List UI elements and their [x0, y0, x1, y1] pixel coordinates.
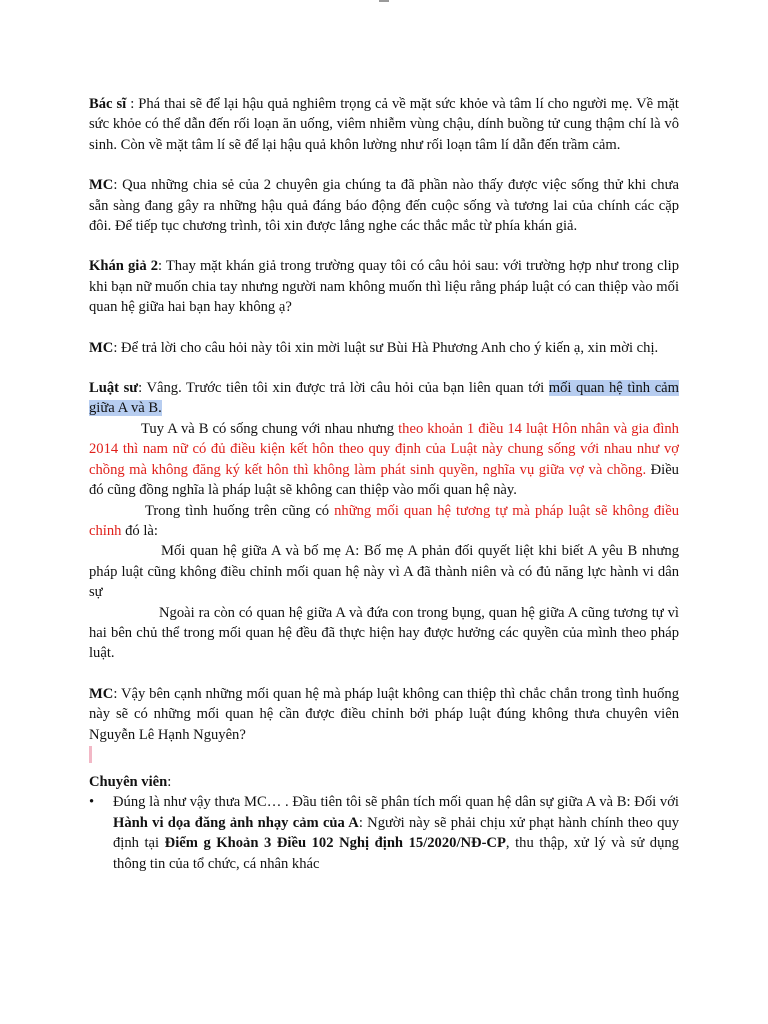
paragraph-text: đó là:	[121, 522, 158, 539]
label-colon: :	[167, 773, 172, 790]
page-top-marker	[379, 0, 389, 2]
paragraph-lawyer	[89, 378, 679, 419]
paragraph-text: Đúng là như vậy thưa MC… . Đầu tiên tôi sẽ phân tích mối quan hệ dân sự giữa A và B: Đối với	[113, 794, 679, 811]
bold-text: Hành vi dọa đăng ảnh nhạy cảm của A	[113, 814, 359, 831]
speaker-label: MC	[89, 685, 114, 702]
paragraph-text: , thu thập, xử lý và sử dụng thông tin của tổ chức, cá nhân khác	[113, 835, 679, 872]
speaker-label: Bác sĩ	[89, 96, 127, 112]
paragraph-mc-1	[89, 175, 679, 236]
speaker-label: Chuyên viên	[89, 773, 168, 790]
speaker-label: MC	[89, 177, 114, 194]
speaker-label: Luật sư	[89, 380, 139, 397]
paragraph-text: : Người này sẽ phải chịu xử phạt hành chính theo quy định tại	[113, 814, 679, 852]
text-cursor-marker	[89, 746, 92, 763]
paragraph-mc-3	[89, 684, 679, 745]
paragraph-text: : Thay mặt khán giả trong trường quay tôi có câu hỏi sau: với trường hợp như trong clip khi bạn nữ muốn chia tay nhưng người nam không muốn thì liệu rằng pháp luật có can thiệp vào mối quan hệ giữa hai bạn hay không ạ?	[89, 258, 679, 316]
paragraph-similar-relations	[89, 501, 679, 542]
bold-text: Điểm g Khoản 3 Điều 102 Nghị định 15/2020/NĐ-CP	[164, 835, 506, 852]
paragraph-text: : Qua những chia sẻ của 2 chuyên gia chúng ta đã phần nào thấy được việc sống thử khi chưa sẵn sàng đang gây ra những hậu quả đáng báo động đến cuộc sống và tương lai của chính các cặp đôi. Để tiếp tục chương trình, tôi xin được lắng nghe các thắc mắc từ phía khán giả.	[89, 177, 679, 235]
paragraph-text: : Vậy bên cạnh những mối quan hệ mà pháp luật không can thiệp thì chắc chắn trong tình huống này sẽ có những mối quan hệ cần được điều chỉnh bởi pháp luật đúng không thưa chuyên viên Nguyễn Lê Hạnh Nguyên?	[89, 685, 679, 743]
speaker-label: Khán giả 2	[89, 258, 158, 275]
paragraph-text: : Để trả lời cho câu hỏi này tôi xin mời luật sư Bùi Hà Phương Anh cho ý kiến ạ, xin mời chị.	[113, 339, 659, 356]
expert-bullet-list	[89, 792, 679, 874]
red-emphasis-text: những mối quan hệ tương tự mà pháp luật sẽ không điều chỉnh	[89, 502, 680, 539]
paragraph-parents-relation	[89, 541, 679, 602]
paragraph-text: Mối quan hệ giữa A và bố mẹ A: Bố mẹ A phản đối quyết liệt khi biết A yêu B nhưng pháp luật cũng không điều chỉnh mối quan hệ này vì A đã thành niên và có đủ năng lực hành vi dân sự	[89, 543, 679, 601]
red-emphasis-text: theo khoản 1 điều 14 luật Hôn nhân và gia đình 2014 thì nam nữ có đủ điều kiện kết hôn theo quy định của Luật này chung sống với nhau như vợ chồng mà không đăng ký kết hôn thì không làm phát sinh quyền, nghĩa vụ giữa vợ và chồng.	[89, 420, 679, 478]
bullet-point-icon: •	[89, 794, 95, 811]
paragraph-text: : Phá thai sẽ để lại hậu quả nghiêm trọng cả về mặt sức khỏe và tâm lí cho người mẹ. Về mặt sức khỏe có thể dẫn đến rối loạn ăn uống, viêm nhiễm vùng chậu, dính buồng tử cung thậm chí là vô sinh. Còn về mặt tâm lí sẽ để lại hậu quả khôn lường như rối loạn tâm lí dẫn đến trầm cảm.	[89, 96, 679, 153]
paragraph-text: Điều đó cũng đồng nghĩa là pháp luật sẽ không can thiệp vào mối quan hệ này.	[89, 461, 679, 499]
paragraph-text: Ngoài ra còn có quan hệ giữa A và đứa con trong bụng, quan hệ giữa A cũng tương tự vì hai bên chủ thể trong mối quan hệ đều đã thực hiện hay được hưởng các quyền của mình theo pháp luật.	[89, 604, 679, 662]
paragraph-child-relation	[89, 603, 679, 664]
paragraph-doctor	[89, 94, 679, 155]
paragraph-text: Trong tình huống trên cũng có	[145, 502, 335, 519]
highlighted-text: mối quan hệ tình cảm giữa A và B.	[89, 380, 680, 417]
document-body	[89, 94, 679, 874]
list-item	[89, 792, 679, 874]
paragraph-mc-2	[89, 338, 679, 358]
paragraph-text: Tuy A và B có sống chung với nhau nhưng	[141, 420, 399, 437]
speaker-label: MC	[89, 339, 114, 356]
paragraph-audience-2	[89, 256, 679, 317]
paragraph-expert	[89, 772, 679, 792]
paragraph-law-citation	[89, 419, 679, 501]
paragraph-text: : Vâng. Trước tiên tôi xin được trả lời câu hỏi của bạn liên quan tới	[138, 380, 549, 397]
